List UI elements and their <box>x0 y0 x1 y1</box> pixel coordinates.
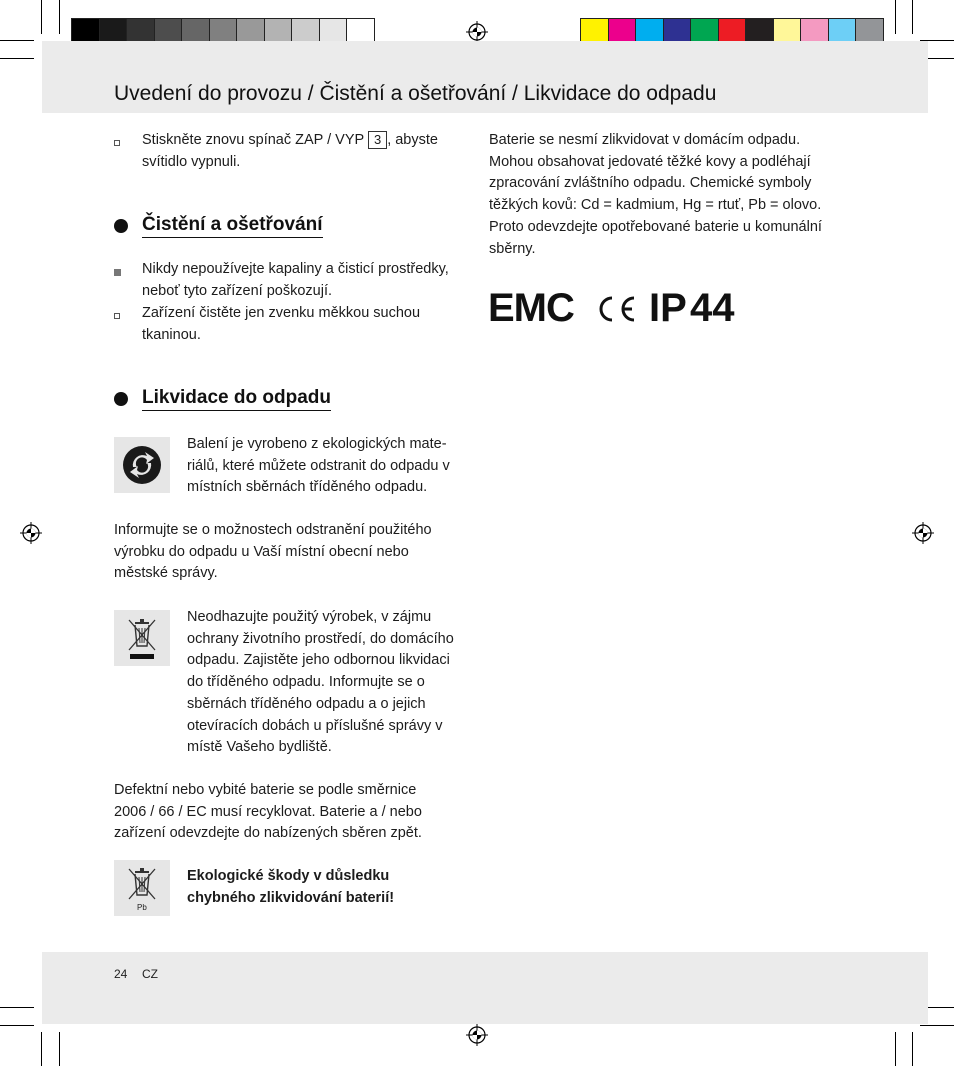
inform-text <box>114 520 474 585</box>
battery-warning <box>187 866 477 909</box>
text-line: sběrnách tříděného odpadu a o jejich <box>187 695 426 712</box>
batteries-text <box>114 780 474 845</box>
cleaning-heading: Čistění a ošetřování <box>142 214 323 238</box>
text-line: Mohou obsahovat jedovaté těžké kovy a podléhají <box>489 153 811 170</box>
crop-mark <box>912 1032 913 1066</box>
crop-mark <box>0 1025 34 1026</box>
text-line: Informujte se o možnostech odstranění použitého <box>114 522 432 538</box>
weee-text <box>187 607 477 759</box>
text-line: Proto odevzdejte opotřebované baterie u komunální <box>489 218 822 235</box>
language-code: CZ <box>142 967 158 981</box>
pb-label: Pb <box>137 903 147 912</box>
text-line: chybného zlikvidování baterií! <box>187 889 395 906</box>
registration-mark-icon <box>466 21 488 43</box>
crop-mark <box>59 1032 60 1066</box>
crop-mark <box>920 1025 954 1026</box>
bullet-checkbox <box>114 140 120 146</box>
ip-rating: 44 <box>690 286 735 330</box>
text-line: výrobku do odpadu u Vaší místní obecní nebo <box>114 543 409 560</box>
bullet-checkbox <box>114 313 120 319</box>
cleaning-item-line: tkaninou. <box>142 326 201 343</box>
text-line: do tříděného odpadu. Informujte se o <box>187 674 425 691</box>
cleaning-item <box>142 259 482 302</box>
footer-band <box>42 952 928 1024</box>
text-line: ochrany životního prostředí, do domácího <box>187 630 454 647</box>
crop-mark <box>0 58 34 59</box>
section-bullet-dot <box>114 219 128 233</box>
text-line: městské správy. <box>114 565 218 582</box>
cleaning-item-line: neboť tyto zařízení poškozují. <box>142 282 333 299</box>
battery-info-text <box>489 130 859 260</box>
ip-mark: IP <box>649 286 687 330</box>
text-line: Neodhazujte použitý výrobek, v zájmu <box>187 609 432 625</box>
page-number: 24 <box>114 967 128 981</box>
registration-mark-icon <box>466 1024 488 1046</box>
crop-mark <box>0 1007 34 1008</box>
section-bullet-dot <box>114 392 128 406</box>
text-line: 2006 / 66 / EC musí recyklovat. Baterie a / nebo <box>114 803 422 820</box>
ce-mark-icon <box>594 295 638 323</box>
switch-step-line2: svítidlo vypnuli. <box>142 153 241 170</box>
disposal-heading: Likvidace do odpadu <box>142 387 331 411</box>
cleaning-item-line: Nikdy nepoužívejte kapaliny a čisticí prostředky, <box>142 261 449 277</box>
page-title: Uvedení do provozu / Čistění a ošetřování / Likvidace do odpadu <box>114 82 717 105</box>
crop-mark <box>41 0 42 34</box>
text-line: místě Vašeho bydliště. <box>187 739 332 756</box>
crop-mark <box>912 0 913 34</box>
text-line: odpadu. Zajistěte jeho odbornou likvidaci <box>187 652 450 669</box>
crop-mark <box>41 1032 42 1066</box>
green-dot-icon <box>114 437 170 493</box>
text-line: Ekologické škody v důsledku <box>187 868 390 884</box>
text-line: sběrny. <box>489 240 536 257</box>
crossed-bin-icon <box>114 610 170 666</box>
bullet-square <box>114 269 121 276</box>
registration-mark-icon <box>20 522 42 544</box>
packaging-text <box>187 434 477 499</box>
emc-mark: EMC <box>488 286 574 330</box>
text-line: zpracování zvláštního odpadu. Chemické symboly <box>489 175 812 192</box>
crop-mark <box>895 1032 896 1066</box>
cleaning-item-line: Zařízení čistěte jen zvenku měkkou suchou <box>142 305 421 321</box>
battery-bin-icon <box>114 860 170 916</box>
text-line: zařízení odevzdejte do nabízených sběren zpět. <box>114 825 422 842</box>
text-line: riálů, které můžete odstranit do odpadu v <box>187 457 450 474</box>
switch-step-before: Stiskněte znovu spínač ZAP / VYP <box>142 132 364 148</box>
registration-mark-icon <box>912 522 934 544</box>
crop-mark <box>0 40 34 41</box>
text-line: otevíracích dobách u příslušné správy v <box>187 717 443 734</box>
text-line: Balení je vyrobeno z ekologických mate- <box>187 436 447 452</box>
switch-step-after: , abyste <box>387 132 438 148</box>
crop-mark <box>59 0 60 34</box>
reference-number-badge: 3 <box>368 131 387 149</box>
text-line: těžkých kovů: Cd = kadmium, Hg = rtuť, Pb = olovo. <box>489 197 822 214</box>
text-line: Baterie se nesmí zlikvidovat v domácím odpadu. <box>489 132 801 148</box>
text-line: Defektní nebo vybité baterie se podle směrnice <box>114 782 417 798</box>
text-line: místních sběrnách tříděného odpadu. <box>187 479 428 496</box>
crop-mark <box>895 0 896 34</box>
switch-step-text <box>142 130 472 173</box>
cleaning-item <box>142 303 482 346</box>
